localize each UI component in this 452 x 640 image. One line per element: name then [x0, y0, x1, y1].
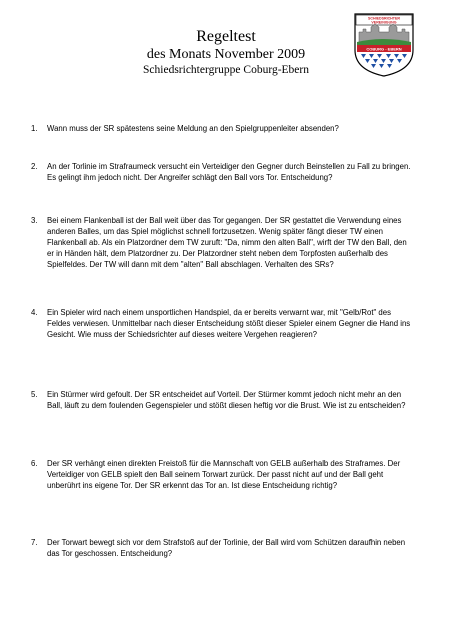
question-number: 4.	[31, 308, 38, 317]
page-subtitle: des Monats November 2009	[146, 47, 306, 62]
question-text: An der Torlinie im Strafraumeck versucht ein Verteidiger den Gegner durch Beinstellen zu Fall zu bringen. Es gelingt ihm jedoch nicht. Der Angreifer schlägt den Ball vors Tor. Entscheidung?	[47, 162, 411, 182]
svg-text:COBURG - EBERN: COBURG - EBERN	[366, 46, 402, 52]
question-text: Bei einem Flankenball ist der Ball weit über das Tor gegangen. Der SR gestattet die Verwendung eines anderen Balles, um das Spiel möglichst schnell fortzusetzen. Wenig später fängt dieser TW einen Flankenball ab. Als ein Platzordner dem TW zuruft: "Da, nimm den alten Ball", wirft der TW den Ball, den er in Händen hält, dem Platzordner zu. Der Platzordner steht neben dem Torpfosten außerhalb des Spielfeldes. Der TW will dann mit dem "alten" Ball abschlagen. Verhalten des SRs?	[47, 216, 407, 269]
question-text: Wann muss der SR spätestens seine Meldung an den Spielgruppenleiter absenden?	[47, 124, 339, 133]
question-number: 6.	[31, 459, 38, 468]
question-text: Ein Stürmer wird gefoult. Der SR entscheidet auf Vorteil. Der Stürmer kommt jedoch nicht mehr an den Ball, läuft zu dem foulenden Gegenspieler und stößt diesen heftig vor die Brust. Wie ist zu entscheiden?	[47, 390, 406, 410]
group-name: Schiedsrichtergruppe Coburg-Ebern	[143, 64, 309, 76]
question-item	[31, 537, 412, 559]
question-item	[31, 389, 412, 411]
question-text: Der SR verhängt einen direkten Freistoß für die Mannschaft von GELB außerhalb des Straframes. Der Verteidiger von GELB spielt den Ball seinem Torwart zurück. Der passt nicht auf und der Ball geht unberührt ins eigene Tor. Der SR erkennt das Tor an. Ist diese Entscheidung richtig?	[47, 459, 401, 490]
svg-text:VEREINIGUNG: VEREINIGUNG	[371, 20, 397, 25]
question-item	[31, 307, 412, 340]
question-item	[31, 458, 412, 491]
question-number: 7.	[31, 538, 38, 547]
svg-text:SCHIEDSRICHTER: SCHIEDSRICHTER	[368, 16, 400, 21]
question-number: 2.	[31, 162, 38, 171]
question-number: 5.	[31, 390, 38, 399]
question-text: Ein Spieler wird nach einem unsportlichen Handspiel, da er bereits verwarnt war, mit "Gelb/Rot" des Feldes verwiesen. Unmittelbar nach dieser Entscheidung stößt dieser Spieler einem Gegner die Hand ins Gesicht. Wie muss der Schiedsrichter auf dieses weitere Vergehen reagieren?	[47, 308, 411, 339]
question-number: 1.	[31, 124, 38, 133]
question-item	[31, 161, 412, 183]
page-title: Regeltest	[196, 28, 256, 45]
question-text: Der Torwart bewegt sich vor dem Strafstoß auf der Torlinie, der Ball wird vom Schützen daraufhin neben das Tor geschossen. Entscheidung?	[47, 538, 406, 558]
question-number: 3.	[31, 216, 38, 225]
question-item	[31, 123, 412, 134]
question-item	[31, 215, 412, 270]
